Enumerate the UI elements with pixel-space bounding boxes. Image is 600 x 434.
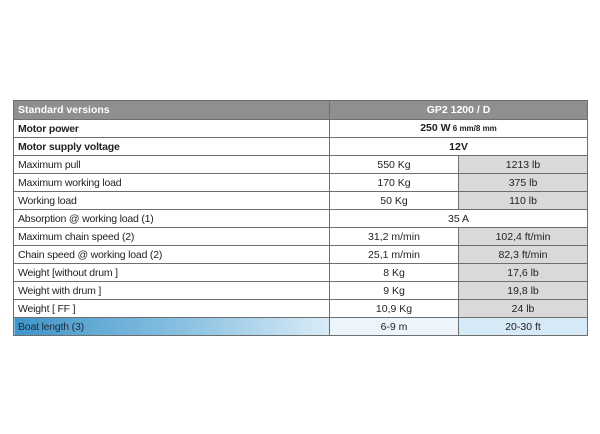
header-label: Standard versions [14, 101, 330, 120]
row-metric-value: 170 Kg [330, 174, 459, 192]
row-imperial-value: 19,8 lb [459, 282, 588, 300]
row-label: Chain speed @ working load (2) [14, 246, 330, 264]
table-row [14, 174, 588, 192]
row-metric-value: 50 Kg [330, 192, 459, 210]
row-imperial-value: 102,4 ft/min [459, 228, 588, 246]
row-label: Maximum working load [14, 174, 330, 192]
row-imperial-value: 82,3 ft/min [459, 246, 588, 264]
table-row [14, 120, 588, 138]
row-imperial-value: 24 lb [459, 300, 588, 318]
row-imperial-value: 17,6 lb [459, 264, 588, 282]
table-row [14, 138, 588, 156]
row-label: Motor supply voltage [14, 138, 330, 156]
row-label: Weight [without drum ] [14, 264, 330, 282]
table-row [14, 318, 588, 336]
row-metric-value: 25,1 m/min [330, 246, 459, 264]
row-label: Weight [ FF ] [14, 300, 330, 318]
table-row [14, 210, 588, 228]
spec-table [13, 100, 588, 336]
header-model: GP2 1200 / D [330, 101, 588, 120]
table-row [14, 246, 588, 264]
row-imperial-value: 375 lb [459, 174, 588, 192]
row-metric-value: 6-9 m [330, 318, 459, 336]
row-label: Weight with drum ] [14, 282, 330, 300]
row-imperial-value: 20-30 ft [459, 318, 588, 336]
table-header-row [14, 101, 588, 120]
table-row [14, 282, 588, 300]
row-label: Working load [14, 192, 330, 210]
table-row [14, 300, 588, 318]
row-value [330, 120, 588, 138]
row-imperial-value: 110 lb [459, 192, 588, 210]
row-value: 35 A [330, 210, 588, 228]
row-label: Boat length (3) [14, 318, 330, 336]
table-row [14, 264, 588, 282]
table-row [14, 228, 588, 246]
row-label: Maximum pull [14, 156, 330, 174]
table-row [14, 156, 588, 174]
row-label: Maximum chain speed (2) [14, 228, 330, 246]
row-metric-value: 8 Kg [330, 264, 459, 282]
row-value: 12V [330, 138, 588, 156]
row-metric-value: 31,2 m/min [330, 228, 459, 246]
row-metric-value: 10,9 Kg [330, 300, 459, 318]
row-metric-value: 9 Kg [330, 282, 459, 300]
motor-power-suffix: 6 mm/8 mm [450, 124, 497, 133]
row-label: Absorption @ working load (1) [14, 210, 330, 228]
motor-power-value: 250 W [420, 122, 451, 134]
row-imperial-value: 1213 lb [459, 156, 588, 174]
row-metric-value: 550 Kg [330, 156, 459, 174]
table-row [14, 192, 588, 210]
row-label: Motor power [14, 120, 330, 138]
